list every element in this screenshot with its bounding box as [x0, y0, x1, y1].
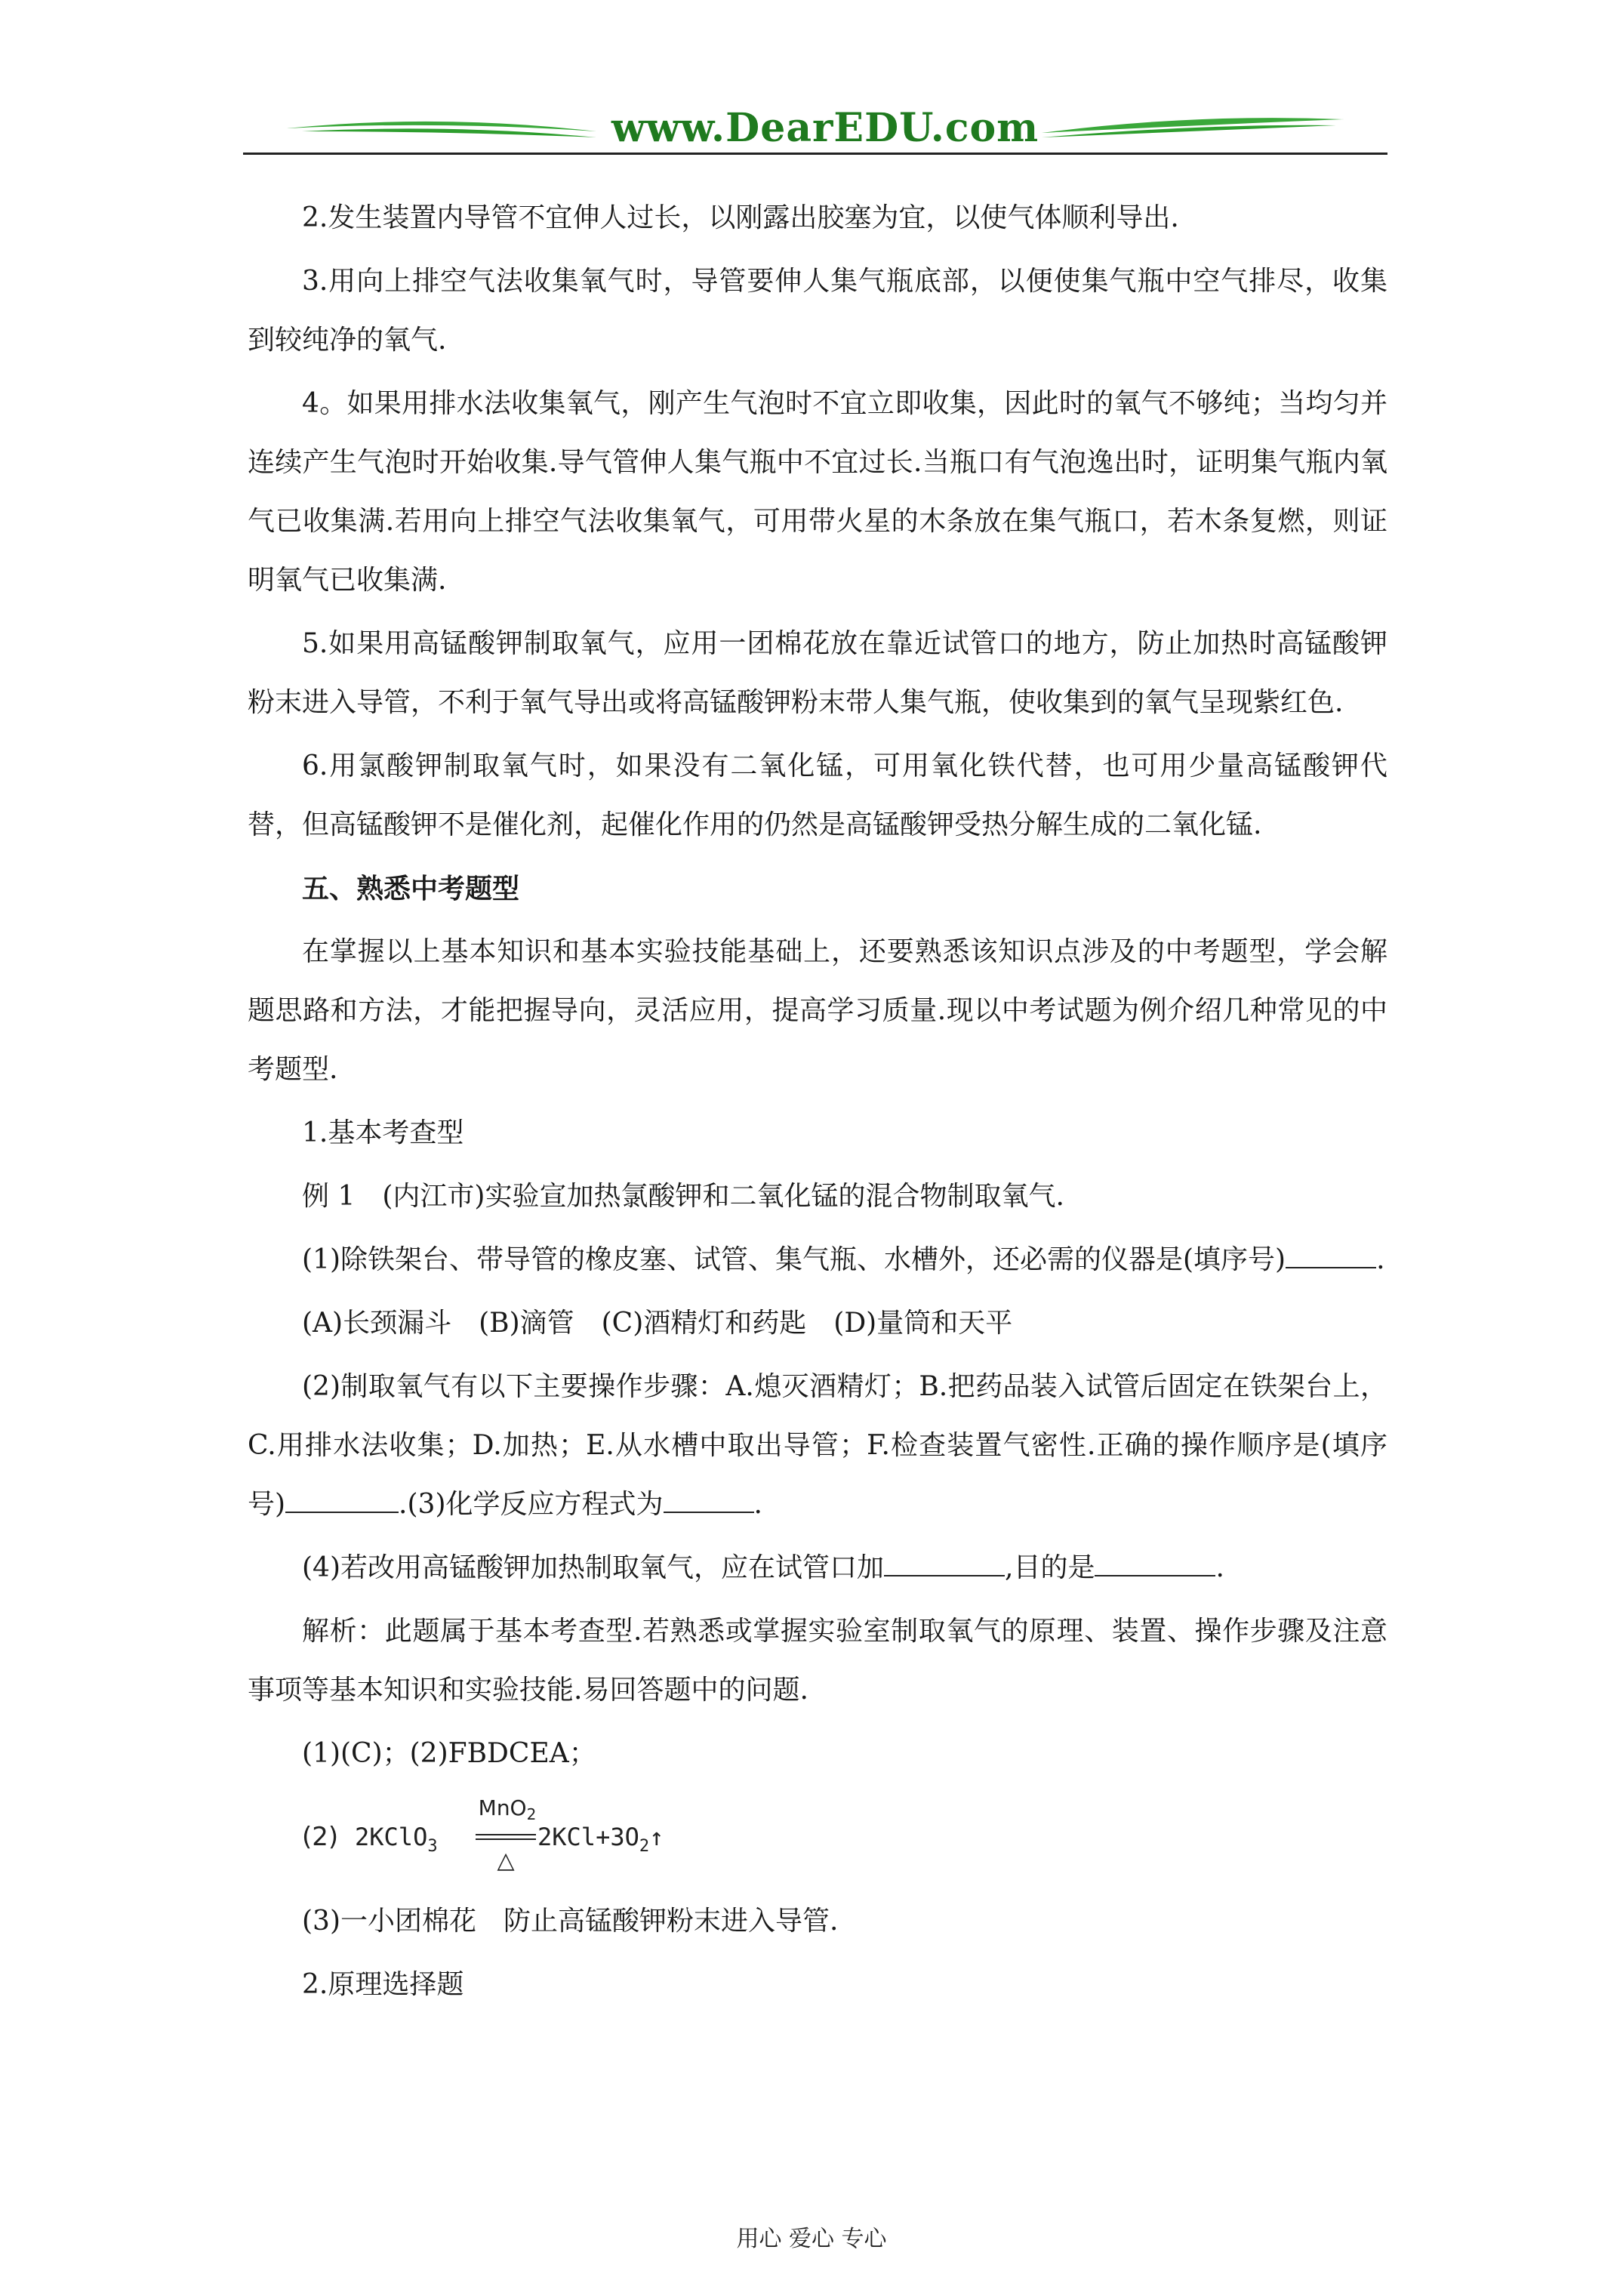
paragraph-5: 5.如果用高锰酸钾制取氧气，应用一团棉花放在靠近试管口的地方，防止加热时高锰酸钾粉末进入导管，不利于氧气导出或将高锰酸钾粉末带人集气瓶，使收集到的氧气呈现紫红色. — [248, 628, 1387, 718]
question-4 — [248, 1539, 1387, 1598]
svg-text:MnO2: MnO$_2$ — [478, 1795, 537, 1823]
equation-catalyst: MnO — [478, 1795, 527, 1820]
intro-paragraph: 在掌握以上基本知识和基本实验技能基础上，还要熟悉该知识点涉及的中考题型，学会解题思路和方法，才能把握导向，灵活应用，提高学习质量.现以中考试题为例介绍几种常见的中考题型. — [248, 936, 1387, 1085]
answer-blank — [884, 1552, 1005, 1576]
paragraph-4: 4。如果用排水法收集氧气，刚产生气泡时不宜立即收集，因此时的氧气不够纯；当均匀并连续产生气泡时开始收集.导气管伸人集气瓶中不宜过长.当瓶口有气泡逸出时，证明集气瓶内氧气已收集满.若用向上排空气法收集氧气，可用带火星的木条放在集气瓶口，若木条复燃，则证明氧气已收集满. — [248, 388, 1387, 596]
example-title: 例 1 (内江市)实验宣加热氯酸钾和二氧化锰的混合物制取氧气. — [302, 1181, 1064, 1212]
question-1-text: (1)除铁架台、带导管的橡皮塞、试管、集气瓶、水槽外，还必需的仪器是(填序号) — [302, 1244, 1286, 1275]
question-4-end: . — [1215, 1552, 1224, 1583]
subsection-heading: 1.基本考查型 — [302, 1117, 464, 1148]
answer-blank — [1095, 1552, 1215, 1576]
question-1 — [248, 1231, 1387, 1290]
svg-text:2KCl+3O2↑: $2KCl+3O_2↑$ — [537, 1823, 664, 1856]
svg-text:2KClO3: 2KClO$_3$ — [355, 1823, 438, 1856]
equation-label: (2) — [302, 1822, 339, 1852]
question-1-options: (A)长颈漏斗 (B)滴管 (C)酒精灯和药匙 (D)量筒和天平 — [302, 1308, 1013, 1339]
subsection-heading-2: 2.原理选择题 — [302, 1969, 464, 2000]
answer-blank — [664, 1489, 754, 1513]
header-divider — [243, 153, 1387, 155]
answer-3: (3)一小团棉花 防止高锰酸钾粉末进入导管. — [302, 1906, 839, 1937]
answer-blank — [1286, 1244, 1376, 1268]
question-1-end: . — [1376, 1244, 1385, 1275]
page-footer: 用心 爱心 专心 — [736, 2226, 887, 2252]
question-4-text: (4)若改用高锰酸钾加热制取氧气，应在试管口加 — [302, 1552, 884, 1583]
paragraph-3: 3.用向上排空气法收集氧气时，导管要伸人集气瓶底部，以便使集气瓶中空气排尽，收集到较纯净的氧气. — [248, 266, 1387, 356]
equation-condition: △ — [497, 1848, 515, 1874]
document-body — [248, 189, 1387, 2019]
analysis-paragraph: 解析：此题属于基本考查型.若熟悉或掌握实验室制取氧气的原理、装置、操作步骤及注意事项等基本知识和实验技能.易回答题中的问题. — [248, 1616, 1387, 1706]
equation-reactant: 2KClO — [355, 1823, 428, 1851]
question-4-middle: ,目的是 — [1005, 1552, 1095, 1583]
equation-product: 2KCl+3O — [537, 1823, 639, 1851]
paragraph-2: 2.发生装置内导管不宜伸人过长，以刚露出胶塞为宜，以使气体顺利导出. — [302, 202, 1179, 233]
question-3-text: .(3)化学反应方程式为 — [399, 1489, 664, 1520]
section-heading: 五、熟悉中考题型 — [302, 873, 520, 905]
question-2-text: (2)制取氧气有以下主要操作步骤：A.熄灭酒精灯；B.把药品装入试管后固定在铁架台上，C.用排水法收集；D.加热；E.从水槽中取出导管；F.检查装置气密性.正确的操作顺序是(填序号) — [248, 1371, 1387, 1520]
chemical-equation — [248, 1788, 1387, 1878]
question-2 — [248, 1358, 1387, 1534]
equation-graphic — [302, 1788, 710, 1878]
site-logo: www.DearEDU.com — [611, 105, 1039, 151]
header-banner — [242, 98, 1389, 159]
gas-arrow-icon: ↑ — [649, 1823, 664, 1851]
answer-1-2: (1)(C)；(2)FBDCEA； — [302, 1738, 596, 1769]
answer-blank — [285, 1489, 399, 1513]
paragraph-6: 6.用氯酸钾制取氧气时，如果没有二氧化锰，可用氧化铁代替，也可用少量高锰酸钾代替，但高锰酸钾不是催化剂，起催化作用的仍然是高锰酸钾受热分解生成的二氧化锰. — [248, 750, 1387, 840]
question-3-end: . — [753, 1489, 762, 1520]
